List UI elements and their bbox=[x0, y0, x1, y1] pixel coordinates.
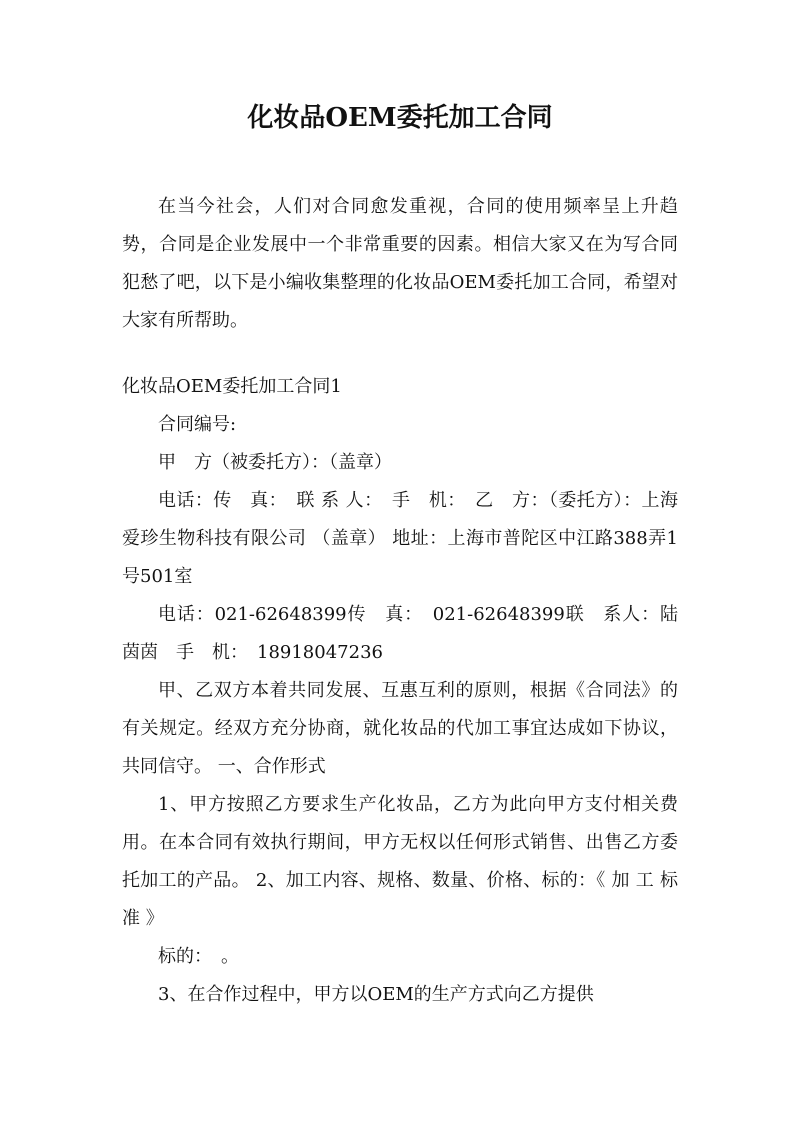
party-contacts-paragraph: 电话：传 真： 联 系 人： 手 机： 乙 方：（委托方）：上海爱珍生物科技有限公司 （盖章） 地址：上海市普陀区中江路388弄1号501室 bbox=[122, 490, 678, 587]
paragraph-gap bbox=[122, 340, 678, 368]
section-heading: 化妆品OEM委托加工合同1 bbox=[122, 376, 342, 397]
principle-paragraph: 甲、乙双方本着共同发展、互惠互利的原则，根据《合同法》的有关规定。经双方充分协商，就化妆品的代加工事宜达成如下协议，共同信守。 一、合作形式 bbox=[122, 680, 678, 777]
party-b-contact-paragraph: 电话：021-62648399传 真： 021-62648399联 系人：陆茵茵 手 机： 18918047236 bbox=[122, 604, 678, 663]
clause-3-paragraph: 3、在合作过程中，甲方以OEM的生产方式向乙方提供 bbox=[158, 984, 594, 1005]
intro-paragraph: 在当今社会，人们对合同愈发重视，合同的使用频率呈上升趋势，合同是企业发展中一个非常重要的因素。相信大家又在为写合同犯愁了吧，以下是小编收集整理的化妆品OEM委托加工合同，希望对大家有所帮助。 bbox=[122, 196, 678, 331]
document-title: 化妆品OEM委托加工合同 bbox=[247, 103, 553, 133]
contract-number: 合同编号: bbox=[158, 414, 237, 435]
document-body bbox=[122, 188, 678, 1014]
party-a-line: 甲 方（被委托方）：（盖章） bbox=[158, 452, 392, 473]
subject-line: 标的： 。 bbox=[158, 946, 239, 967]
clause-1-paragraph: 1、甲方按照乙方要求生产化妆品，乙方为此向甲方支付相关费用。在本合同有效执行期间，甲方无权以任何形式销售、出售乙方委托加工的产品。 2、加工内容、规格、数量、价格、标的：《 加 工 标 准 》 bbox=[122, 794, 678, 929]
